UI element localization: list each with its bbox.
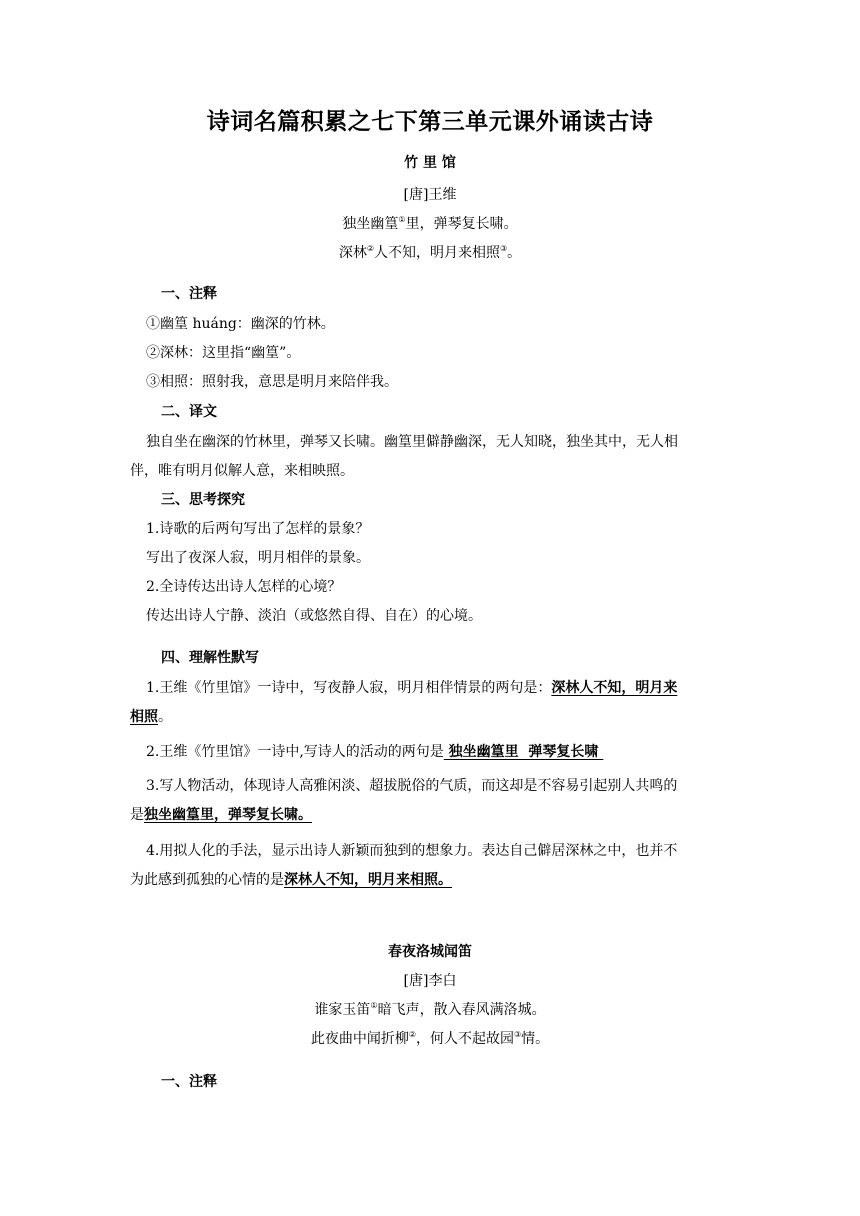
page-title: 诗词名篇积累之七下第三单元课外诵读古诗 — [206, 108, 654, 135]
note-1: ①幽篁 huáng：幽深的竹林。 — [146, 316, 335, 332]
section3-heading: 三、思考探究 — [161, 492, 245, 508]
translation-line-2: 伴，唯有明月似解人意，来相映照。 — [130, 463, 354, 479]
dictation-4-line2: 为此感到孤独的心情的是深林人不知，明月来相照。 — [130, 872, 452, 888]
answer-1: 写出了夜深人寂，明月相伴的景象。 — [146, 550, 370, 566]
poem2-line1: 谁家玉笛①暗飞声，散入春风满洛城。 — [314, 1001, 546, 1018]
note-2: ②深林：这里指“幽篁”。 — [146, 345, 301, 361]
dictation-4-line1: 4.用拟人化的手法，显示出诗人新颖而独到的想象力。表达自己僻居深林之中，也并不 — [146, 843, 678, 859]
note-3: ③相照：照射我，意思是明月来陪伴我。 — [146, 374, 398, 390]
poem2-line2: 此夜曲中闻折柳②，何人不起故园③情。 — [310, 1030, 550, 1047]
question-1: 1.诗歌的后两句写出了怎样的景象？ — [146, 521, 370, 537]
poem2-title: 春夜洛城闻笛 — [388, 944, 472, 960]
poem1-line2: 深林②人不知，明月来相照③。 — [338, 244, 522, 261]
dictation-2: 2.王维《竹里馆》一诗中,写诗人的活动的两句是 独坐幽篁里 弹琴复长啸 — [146, 744, 604, 760]
dictation-1-line2: 相照。 — [130, 709, 172, 725]
dictation-3-line2: 是独坐幽篁里，弹琴复长啸。 — [130, 807, 312, 823]
section5-heading: 一、注释 — [161, 1074, 217, 1090]
poem1-author: [唐]王维 — [403, 187, 457, 203]
section4-heading: 四、理解性默写 — [161, 650, 259, 666]
dictation-1-line1: 1.王维《竹里馆》一诗中，写夜静人寂，明月相伴情景的两句是：深林人不知，明月来 — [146, 680, 678, 696]
dictation-3-line1: 3.写人物活动，体现诗人高雅闲淡、超拔脱俗的气质，而这却是不容易引起别人共鸣的 — [146, 778, 678, 794]
poem2-author: [唐]李白 — [403, 973, 457, 989]
translation-line-1: 独自坐在幽深的竹林里，弹琴又长啸。幽篁里僻静幽深，无人知晓，独坐其中，无人相 — [146, 434, 678, 450]
section2-heading: 二、译文 — [161, 404, 217, 420]
answer-2: 传达出诗人宁静、淡泊（或悠然自得、自在）的心境。 — [146, 608, 482, 624]
poem1-line1: 独坐幽篁①里，弹琴复长啸。 — [342, 215, 518, 232]
question-2: 2.全诗传达出诗人怎样的心境？ — [146, 579, 342, 595]
poem1-title: 竹 里 馆 — [404, 155, 456, 171]
section1-heading: 一、注释 — [161, 286, 217, 302]
